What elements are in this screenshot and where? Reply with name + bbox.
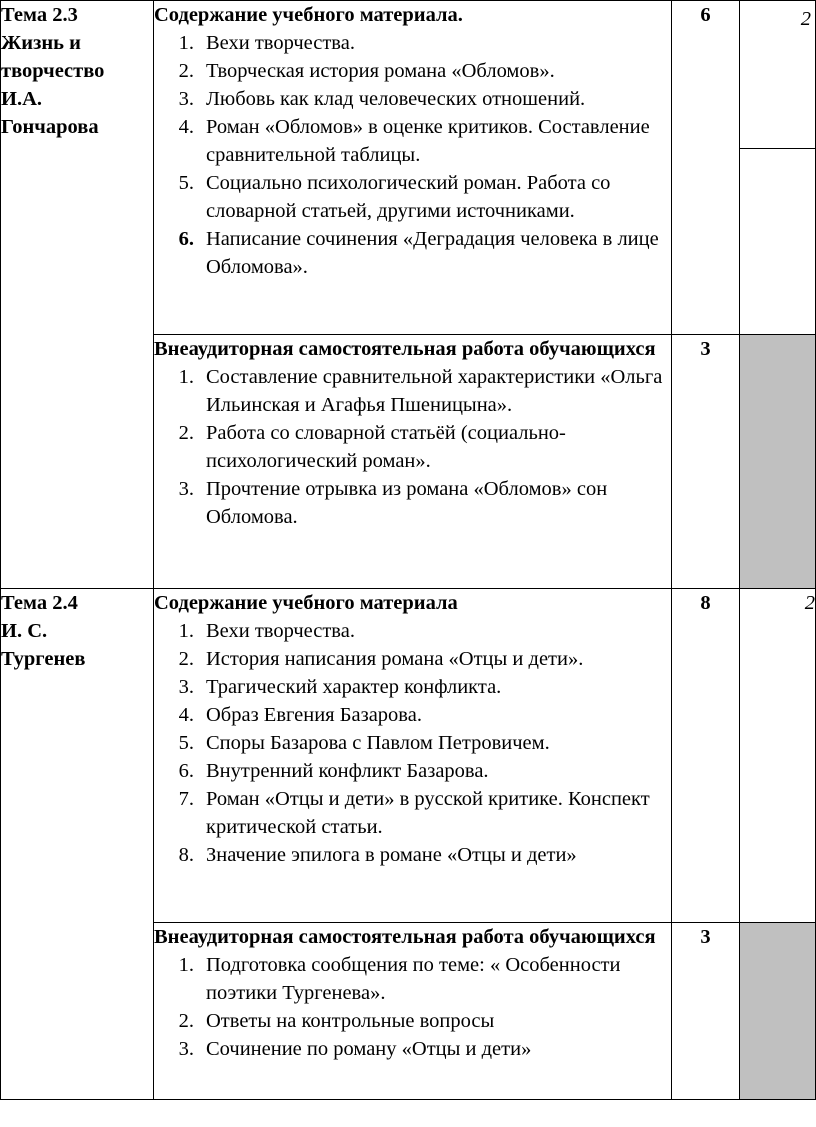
item-number: 1.	[178, 620, 194, 642]
list-item	[154, 701, 671, 729]
level-value: 2	[740, 1, 815, 149]
item-text: Внутренний конфликт Базарова.	[206, 760, 489, 782]
content-cell	[154, 589, 672, 923]
item-text: Социально психологический роман. Работа со словарной статьей, другими источниками.	[206, 172, 611, 222]
item-number: 3.	[178, 88, 194, 110]
list-item	[154, 951, 671, 1007]
item-number: 4.	[178, 704, 194, 726]
item-text: Роман «Обломов» в оценке критиков. Составление сравнительной таблицы.	[206, 116, 650, 166]
table-row	[1, 1, 816, 335]
item-text: Любовь как клад человеческих отношений.	[206, 88, 586, 110]
list-item	[154, 729, 671, 757]
item-text: Подготовка сообщения по теме: « Особенности поэтики Тургенева».	[206, 954, 621, 1004]
content-list	[154, 617, 671, 869]
topic-cell	[1, 1, 154, 589]
hours-cell: 8	[672, 589, 740, 923]
topic-title: Тема 2.4 И. С. Тургенев	[1, 592, 86, 670]
item-text: Творческая история романа «Обломов».	[206, 60, 555, 82]
item-number: 4.	[178, 116, 194, 138]
hours-cell: 6	[672, 1, 740, 335]
list-item	[154, 29, 671, 57]
item-text: Значение эпилога в романе «Отцы и дети»	[206, 844, 577, 866]
item-number: 6.	[178, 760, 194, 782]
item-text: Споры Базарова с Павлом Петровичем.	[206, 732, 550, 754]
list-item	[154, 225, 671, 281]
item-text: Ответы на контрольные вопросы	[206, 1010, 495, 1032]
self-study-heading: Внеаудиторная самостоятельная работа обучающихся	[154, 338, 656, 360]
item-text: Работа со словарной статьёй (социально-психологический роман».	[206, 422, 566, 472]
list-item	[154, 363, 671, 419]
item-number: 5.	[178, 732, 194, 754]
content-list	[154, 29, 671, 281]
topic-cell	[1, 589, 154, 1100]
item-text: История написания романа «Отцы и дети».	[206, 648, 584, 670]
item-number: 2.	[178, 648, 194, 670]
content-cell	[154, 1, 672, 335]
item-number: 2.	[178, 422, 194, 444]
list-item	[154, 645, 671, 673]
item-text: Трагический характер конфликта.	[206, 676, 502, 698]
list-item	[154, 57, 671, 85]
item-number: 3.	[178, 676, 194, 698]
shaded-level-cell	[740, 335, 816, 589]
self-study-heading: Внеаудиторная самостоятельная работа обучающихся	[154, 926, 656, 948]
level-cell: 2	[740, 589, 816, 923]
item-number: 1.	[178, 32, 194, 54]
item-text: Вехи творчества.	[206, 32, 355, 54]
item-number: 1.	[178, 366, 194, 388]
level-cell	[740, 1, 816, 335]
self-study-cell	[154, 335, 672, 589]
list-item	[154, 1035, 671, 1063]
hours-cell: 3	[672, 923, 740, 1100]
list-item	[154, 841, 671, 869]
table-row	[1, 589, 816, 923]
item-number: 3.	[178, 1038, 194, 1060]
list-item	[154, 85, 671, 113]
self-study-list	[154, 363, 671, 531]
item-text: Роман «Отцы и дети» в русской критике. Конспект критической статьи.	[206, 788, 650, 838]
content-heading: Содержание учебного материала.	[154, 4, 463, 26]
content-heading: Содержание учебного материала	[154, 592, 458, 614]
list-item	[154, 113, 671, 169]
list-item	[154, 617, 671, 645]
item-number: 8.	[178, 844, 194, 866]
item-text: Написание сочинения «Деградация человека в лице Обломова».	[206, 228, 659, 278]
list-item	[154, 1007, 671, 1035]
item-number: 2.	[178, 1010, 194, 1032]
item-number: 7.	[178, 788, 194, 810]
list-item	[154, 673, 671, 701]
item-number: 6.	[178, 228, 194, 250]
list-item	[154, 785, 671, 841]
item-text: Сочинение по роману «Отцы и дети»	[206, 1038, 532, 1060]
hours-cell: 3	[672, 335, 740, 589]
self-study-cell	[154, 923, 672, 1100]
list-item	[154, 475, 671, 531]
list-item	[154, 169, 671, 225]
item-text: Составление сравнительной характеристики «Ольга Ильинская и Агафья Пшеницына».	[206, 366, 663, 416]
list-item	[154, 419, 671, 475]
item-text: Вехи творчества.	[206, 620, 355, 642]
item-number: 1.	[178, 954, 194, 976]
self-study-list	[154, 951, 671, 1063]
item-number: 5.	[178, 172, 194, 194]
item-number: 3.	[178, 478, 194, 500]
item-text: Прочтение отрывка из романа «Обломов» сон Обломова.	[206, 478, 608, 528]
shaded-level-cell	[740, 923, 816, 1100]
item-text: Образ Евгения Базарова.	[206, 704, 422, 726]
list-item	[154, 757, 671, 785]
item-number: 2.	[178, 60, 194, 82]
topic-title: Тема 2.3 Жизнь и творчество И.А. Гончарова	[1, 4, 105, 138]
